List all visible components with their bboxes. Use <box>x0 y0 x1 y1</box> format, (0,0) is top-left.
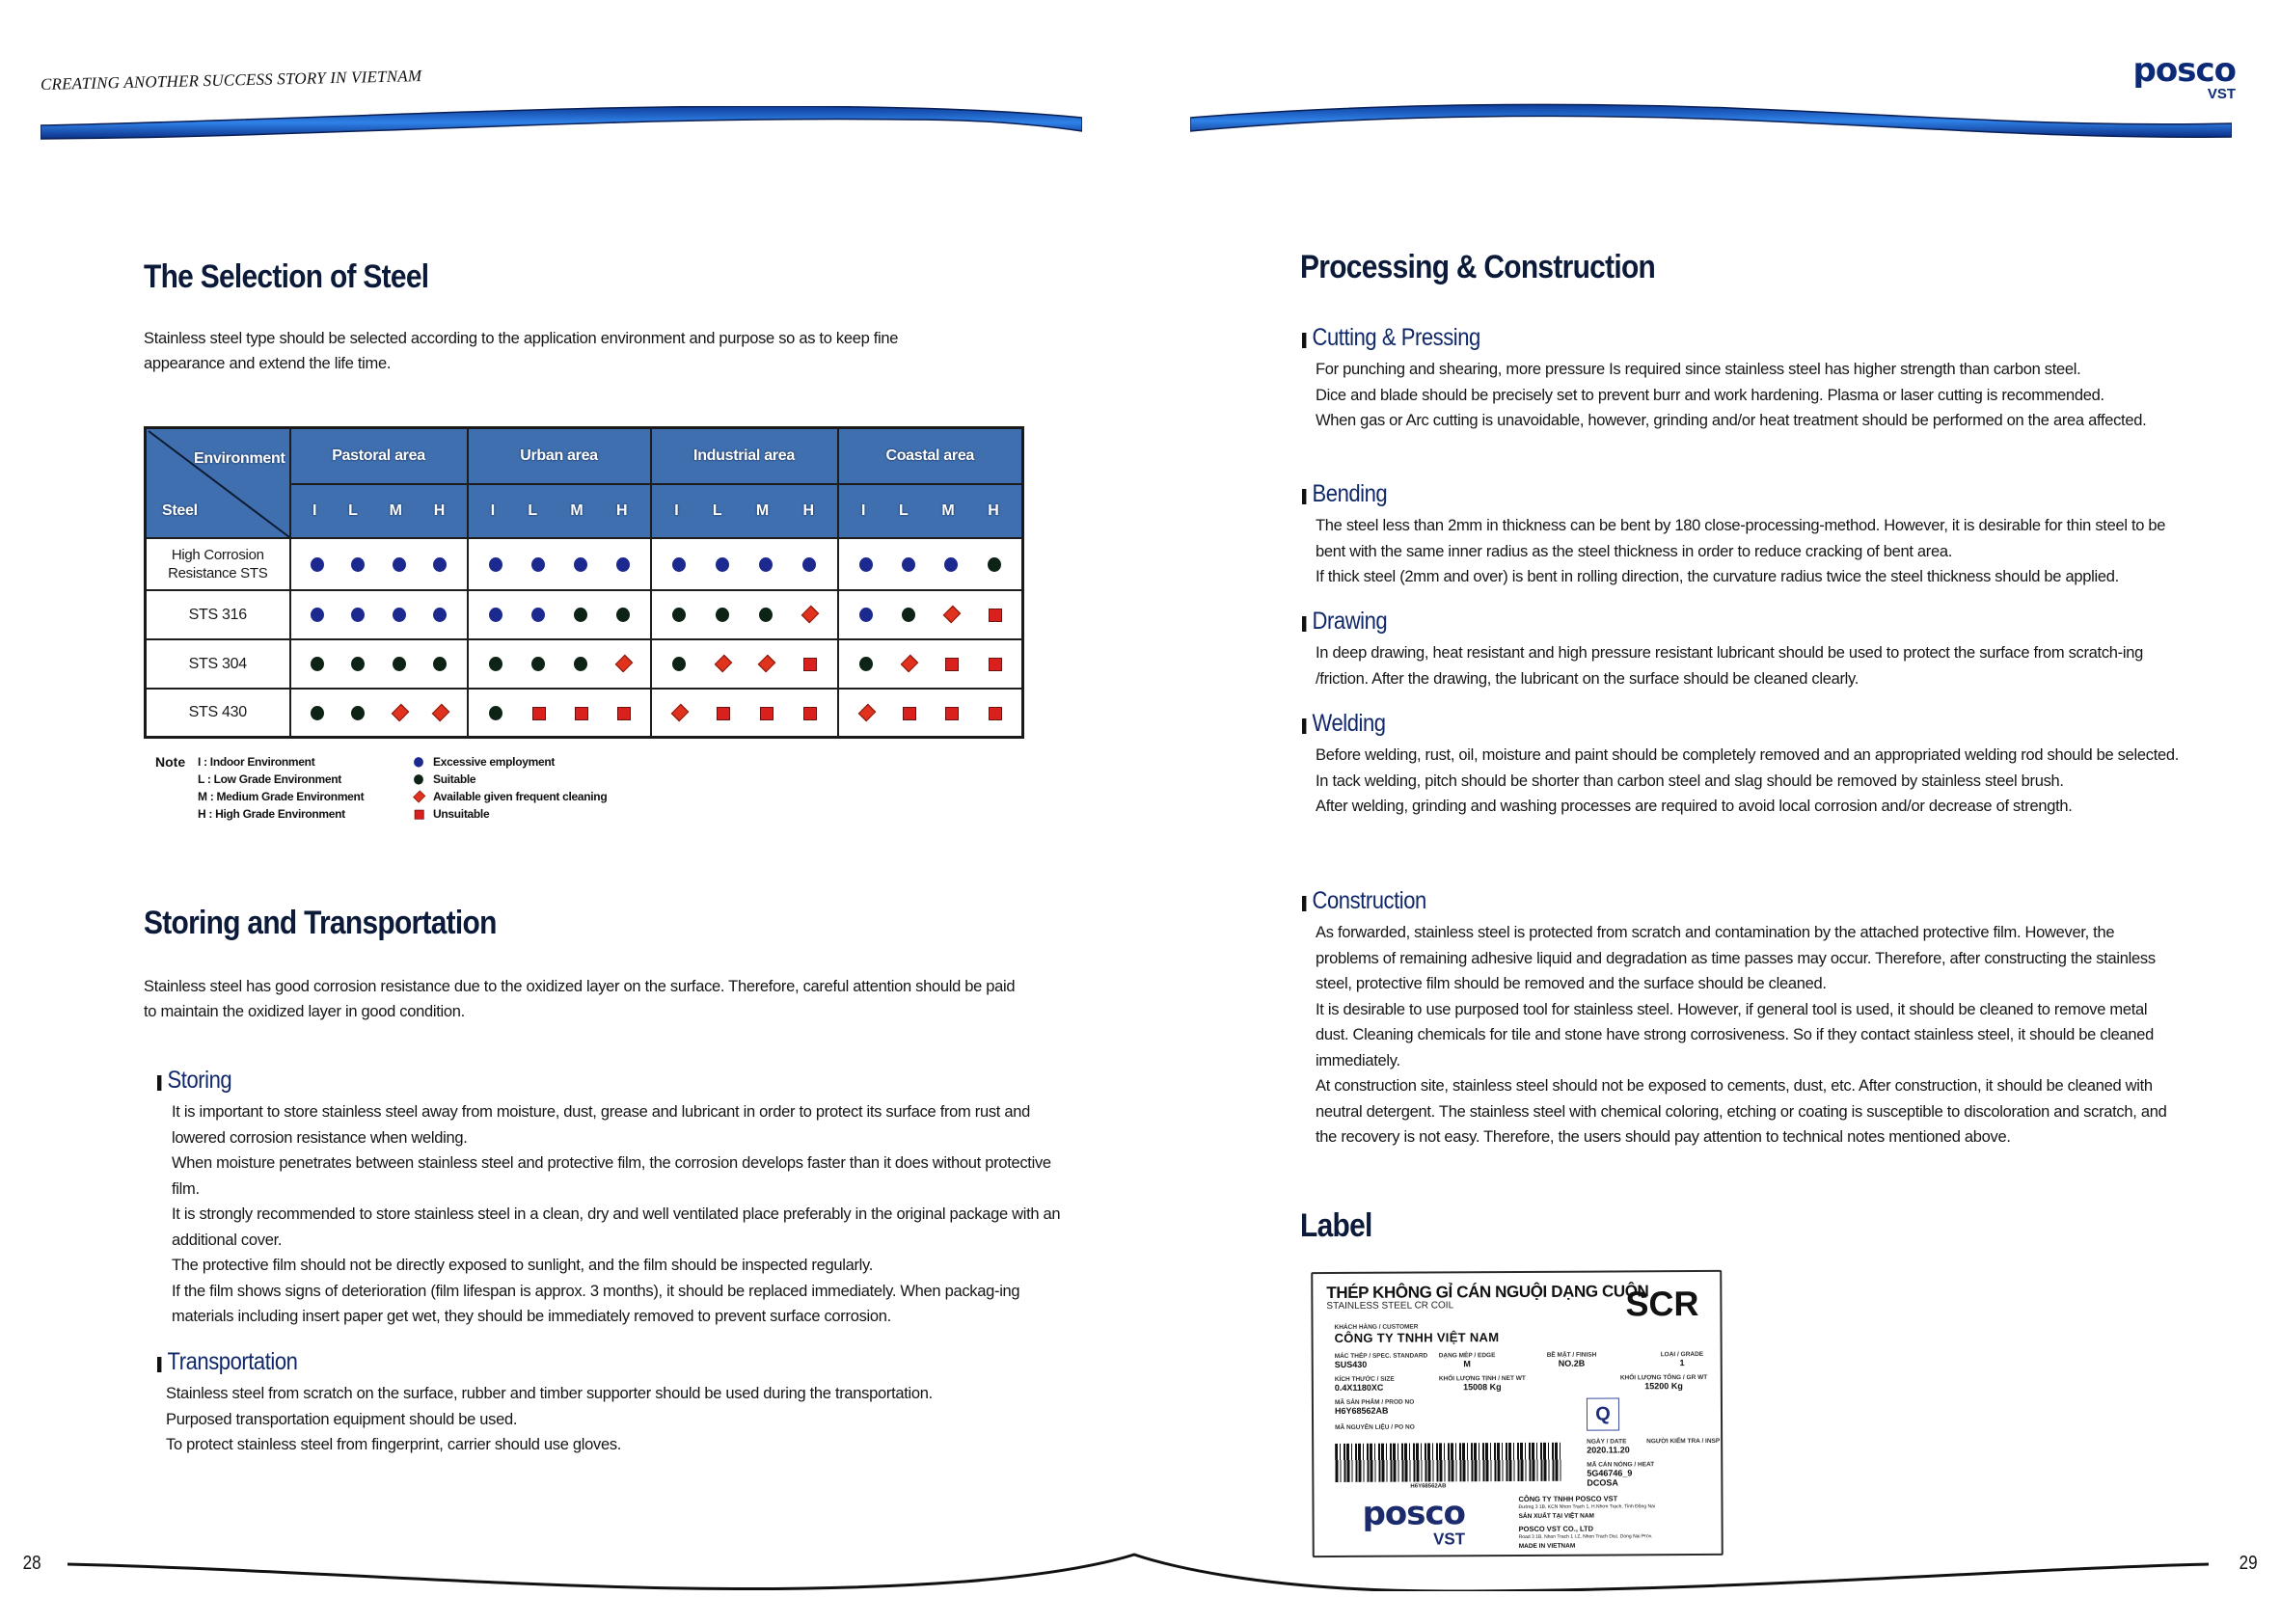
label-heat <box>1587 1461 1654 1487</box>
excessive-mark-icon <box>311 556 324 572</box>
legend-item <box>412 753 607 771</box>
note-level-item: M : Medium Grade Environment <box>198 790 365 803</box>
suitable-mark-icon <box>672 607 686 622</box>
body-paragraph: For punching and shearing, more pressure Is required since stainless steel has higher strength than carbon steel. <box>1316 361 2081 378</box>
grade-value: 1 <box>1679 1358 1685 1368</box>
steel-name-cell: STS 430 <box>146 689 290 738</box>
note-level-item: L : Low Grade Environment <box>198 772 341 786</box>
company-vi: CÔNG TY TNHH POSCO VST <box>1518 1494 1618 1503</box>
table-row <box>146 639 1023 689</box>
legend-item <box>412 771 607 788</box>
address-vi: Đường 3 1B, KCN Nhơn Trạch 1, H.Nhơn Trạch, Tỉnh Đồng Nai <box>1518 1503 1656 1510</box>
steel-header: Steel <box>162 501 198 519</box>
excessive-mark-icon <box>351 556 365 572</box>
bullet-bar-icon <box>1302 616 1306 632</box>
area-rating-cell <box>290 590 468 639</box>
label-customer <box>1335 1323 1500 1345</box>
page-number-right: 29 <box>2239 1553 2258 1574</box>
body-paragraph: If the film shows signs of deterioration (film lifespan is approx. 3 months), it should be replaced immediately. When packag-ing materials including insert paper get wet, they should be immediately removed to prevent surface corrosion. <box>172 1282 1020 1325</box>
unsuitable-mark-icon <box>759 705 773 720</box>
body-paragraph: Purposed transportation equipment should be used. <box>166 1410 518 1428</box>
note-level-item: H : High Grade Environment <box>198 807 345 821</box>
table-body <box>146 538 1023 738</box>
note-levels <box>198 753 412 823</box>
cleaning-mark-icon <box>859 705 873 720</box>
suitable-mark-icon <box>574 656 587 671</box>
heat-value: 5G46746_9 <box>1587 1468 1633 1478</box>
cleaning-mark-icon <box>433 705 447 720</box>
steel-selection-table <box>144 426 1024 739</box>
logo-sub: VST <box>2207 86 2236 102</box>
suitable-mark-icon <box>531 656 545 671</box>
running-head: CREATING ANOTHER SUCCESS STORY IN VIETNAM <box>40 67 422 94</box>
cleaning-mark-icon <box>672 705 686 720</box>
unsuitable-mark-icon <box>616 705 630 720</box>
subsection-body <box>1316 743 2179 820</box>
cleaning-mark-icon <box>902 656 915 671</box>
storing-intro: Stainless steel has good corrosion resistance due to the oxidized layer on the surface. Therefore, careful attention should be paid to maintain the oxidized layer in good condition. <box>144 978 1016 1020</box>
excessive-mark-icon <box>311 607 324 622</box>
excessive-mark-icon <box>859 607 873 622</box>
environment-header: Environment <box>194 450 285 467</box>
label-net-weight <box>1439 1375 1526 1392</box>
subhead-bending <box>1302 480 1387 508</box>
level-header-m: M <box>941 501 955 519</box>
table-row <box>146 590 1023 639</box>
made-vi: SẢN XUẤT TẠI VIỆT NAM <box>1518 1512 1594 1520</box>
area-rating-cell <box>468 639 651 689</box>
barcode-text: H6Y68562AB <box>1410 1483 1447 1490</box>
cleaning-mark-icon <box>802 607 816 622</box>
bullet-bar-icon <box>1302 896 1306 911</box>
subhead-text: Bending <box>1312 480 1388 507</box>
subsection-body <box>1316 640 2179 691</box>
heat-label: MÃ CÁN NÓNG / HEAT <box>1587 1461 1655 1469</box>
level-header-group <box>838 484 1023 538</box>
excessive-mark-icon <box>393 607 406 622</box>
bullet-bar-icon <box>1302 718 1306 734</box>
spec-label: MÁC THÉP / SPEC. STANDARD <box>1334 1352 1428 1360</box>
suitable-mark-icon <box>311 656 324 671</box>
label-po-no <box>1335 1424 1415 1431</box>
unsuitable-mark-icon <box>944 656 958 671</box>
excessive-mark-icon <box>859 556 873 572</box>
edge-label: DẠNG MÉP / EDGE <box>1438 1352 1496 1360</box>
quality-mark-icon: Q <box>1587 1397 1619 1430</box>
customer-value: CÔNG TY TNHH VIỆT NAM <box>1334 1330 1500 1345</box>
area-rating-cell <box>838 590 1023 639</box>
label-finish <box>1547 1352 1597 1368</box>
table-note <box>155 753 607 823</box>
area-rating-cell <box>651 538 838 590</box>
area-rating-cell <box>468 590 651 639</box>
area-rating-cell <box>838 689 1023 738</box>
suitable-mark-icon <box>414 773 423 784</box>
level-header-m: M <box>755 501 769 519</box>
subhead-storing <box>157 1067 231 1095</box>
label-grade <box>1661 1351 1704 1367</box>
label-logo-sub: VST <box>1433 1529 1466 1549</box>
body-paragraph: If thick steel (2mm and over) is bent in rolling direction, the curvature radius twice the steel thickness should be applied. <box>1316 568 2119 585</box>
gross-weight-label: KHỐI LƯỢNG TỔNG / GR WT <box>1619 1373 1708 1382</box>
finish-label: BỀ MẶT / FINISH <box>1546 1351 1597 1359</box>
excessive-mark-icon <box>489 607 502 622</box>
excessive-mark-icon <box>414 756 423 767</box>
level-header-group <box>468 484 651 538</box>
body-paragraph: To protect stainless steel from fingerprint, carrier should use gloves. <box>166 1436 622 1453</box>
cleaning-mark-icon <box>393 705 406 720</box>
steel-name-cell: STS 316 <box>146 590 290 639</box>
header-band <box>1190 100 2232 139</box>
table-corner-header <box>146 428 290 538</box>
body-paragraph: Dice and blade should be precisely set to prevent burr and work hardening. Plasma or laser cutting is recommended. <box>1316 386 2104 404</box>
footer-rule <box>0 1533 2280 1596</box>
header-band <box>41 106 1082 145</box>
area-rating-cell <box>290 639 468 689</box>
net-weight-value: 15008 Kg <box>1463 1382 1502 1393</box>
level-header-i: I <box>674 501 679 519</box>
suitable-mark-icon <box>433 656 447 671</box>
level-header-h: H <box>988 501 999 519</box>
excessive-mark-icon <box>802 556 816 572</box>
cleaning-mark-icon <box>716 656 729 671</box>
inspector-label: NGƯỜI KIỂM TRA / INSP <box>1646 1437 1721 1446</box>
steel-name-cell: High Corrosion Resistance STS <box>146 538 290 590</box>
area-header-coastal: Coastal area <box>838 428 1023 484</box>
subsection-body <box>1316 513 2179 590</box>
legend-text: Unsuitable <box>433 807 490 821</box>
subhead-transportation <box>157 1348 297 1376</box>
level-header-m: M <box>389 501 402 519</box>
suitable-mark-icon <box>311 705 324 720</box>
legend-text: Excessive employment <box>433 755 556 769</box>
excessive-mark-icon <box>944 556 958 572</box>
left-page <box>0 0 1138 1624</box>
level-header-group <box>290 484 468 538</box>
subhead-drawing <box>1302 608 1387 636</box>
storing-title: Storing and Transportation <box>144 905 497 941</box>
unsuitable-mark-icon <box>988 656 1001 671</box>
posco-vst-logo <box>2132 51 2236 102</box>
net-weight-label: KHỐI LƯỢNG TỊNH / NET WT <box>1438 1374 1526 1383</box>
bullet-bar-icon <box>1302 489 1306 504</box>
suitable-mark-icon <box>393 656 406 671</box>
suitable-mark-icon <box>574 607 587 622</box>
legend-text: Suitable <box>433 772 476 786</box>
page-number-left: 28 <box>22 1553 41 1574</box>
suitable-mark-icon <box>759 607 773 622</box>
product-label-card <box>1311 1270 1724 1557</box>
area-header-urban: Urban area <box>468 428 651 484</box>
size-value: 0.4X1180XC <box>1334 1382 1384 1393</box>
body-paragraph: It is important to store stainless steel away from moisture, dust, grease and lubricant in order to protect its surface from rust and lowered corrosion resistance when welding. <box>172 1103 1031 1147</box>
excessive-mark-icon <box>759 556 773 572</box>
prod-no-value: H6Y68562AB <box>1334 1405 1389 1416</box>
gross-weight-value: 15200 Kg <box>1644 1381 1683 1392</box>
excessive-mark-icon <box>531 556 545 572</box>
subhead-text: Drawing <box>1312 608 1388 635</box>
suitable-mark-icon <box>489 705 502 720</box>
size-label: KÍCH THƯỚC / SIZE <box>1334 1375 1395 1383</box>
finish-value: NO.2B <box>1558 1358 1586 1368</box>
area-rating-cell <box>468 538 651 590</box>
selection-title: The Selection of Steel <box>144 258 429 295</box>
body-paragraph: Stainless steel from scratch on the surface, rubber and timber supporter should be used during the transportation. <box>166 1385 933 1402</box>
body-paragraph: The steel less than 2mm in thickness can be bent by 180 close-processing-method. However, it is desirable for thin steel to be bent with the same inner radius as the steel thickness in order to reduce cracking of bent area. <box>1316 517 2166 560</box>
cleaning-mark-icon <box>414 791 423 801</box>
unsuitable-mark-icon <box>988 705 1001 720</box>
excessive-mark-icon <box>489 556 502 572</box>
area-rating-cell <box>838 538 1023 590</box>
address-en: Road 3 1B, Nhon Trach 1 I.Z, Nhon Trach Dist. Dong Nai Prov. <box>1518 1533 1653 1540</box>
bullet-bar-icon <box>157 1357 161 1372</box>
body-paragraph: In tack welding, pitch should be shorter than carbon steel and slag should be removed by stainless steel brush. <box>1316 771 2064 790</box>
table-row <box>146 689 1023 738</box>
area-rating-cell <box>290 689 468 738</box>
excessive-mark-icon <box>716 556 729 572</box>
body-paragraph: It is strongly recommended to store stainless steel in a clean, dry and well ventilated place preferably in the original package with an additional cover. <box>172 1205 1061 1249</box>
area-rating-cell <box>651 639 838 689</box>
level-header-l: L <box>712 501 722 519</box>
unsuitable-mark-icon <box>944 705 958 720</box>
excessive-mark-icon <box>902 556 915 572</box>
subhead-text: Construction <box>1312 887 1426 914</box>
label-title: Label <box>1300 1207 1372 1244</box>
level-header-h: H <box>433 501 445 519</box>
selection-intro: Stainless steel type should be selected according to the application environment and purpose so as to keep fine appearance and extend the life time. <box>144 330 899 372</box>
level-header-h: H <box>802 501 814 519</box>
suitable-mark-icon <box>672 656 686 671</box>
spec-value: SUS430 <box>1334 1359 1368 1369</box>
level-header-i: I <box>312 501 317 519</box>
area-rating-cell <box>838 639 1023 689</box>
level-header-i: I <box>860 501 866 519</box>
unsuitable-mark-icon <box>902 705 915 720</box>
steel-name-cell: STS 304 <box>146 639 290 689</box>
level-header-l: L <box>898 501 909 519</box>
label-inspector <box>1646 1438 1720 1445</box>
unsuitable-mark-icon <box>802 656 816 671</box>
bullet-bar-icon <box>1302 333 1306 348</box>
transportation-body <box>166 1381 1063 1458</box>
logo-main: posco <box>2132 51 2236 90</box>
company-en: POSCO VST CO., LTD <box>1518 1524 1594 1533</box>
subsection-body <box>1316 357 2179 434</box>
suitable-mark-icon <box>616 607 630 622</box>
body-paragraph: In deep drawing, heat resistant and high pressure resistant lubricant should be used to protect the surface from scratch-ing /friction. After the drawing, the lubricant on the surface should be cleaned clearly. <box>1316 644 2143 688</box>
subhead-welding <box>1302 710 1386 738</box>
level-header-group <box>651 484 838 538</box>
excessive-mark-icon <box>433 607 447 622</box>
barcode <box>1335 1443 1562 1482</box>
body-paragraph: At construction site, stainless steel should not be exposed to cements, dust, etc. After construction, it should be cleaned with neutral detergent. The stainless steel with chemical coloring, etching or coating is susceptible to discoloration and scratch, and the recovery is not easy. Therefore, the users should pay attention to technical notes mentioned above. <box>1316 1077 2167 1146</box>
level-header-l: L <box>348 501 358 519</box>
area-header-industrial: Industrial area <box>651 428 838 484</box>
subhead-text: Welding <box>1312 710 1386 737</box>
subsection-body <box>1316 920 2179 1150</box>
unsuitable-mark-icon <box>531 705 545 720</box>
label-product-vi: THÉP KHÔNG GỈ CÁN NGUỘI DẠNG CUỘN <box>1326 1282 1649 1303</box>
unsuitable-mark-icon <box>414 808 423 819</box>
excessive-mark-icon <box>616 556 630 572</box>
subhead-text: Cutting & Pressing <box>1312 324 1480 351</box>
label-prod-no <box>1335 1399 1414 1416</box>
excessive-mark-icon <box>433 556 447 572</box>
grade-label: LOẠI / GRADE <box>1660 1350 1704 1359</box>
heat-extra-value: DCOSA <box>1587 1477 1618 1488</box>
area-header-pastoral: Pastoral area <box>290 428 468 484</box>
excessive-mark-icon <box>393 556 406 572</box>
excessive-mark-icon <box>351 607 365 622</box>
legend-item <box>412 805 607 823</box>
body-paragraph: After welding, grinding and washing processes are required to avoid local corrosion and/or decrease of strength. <box>1316 798 2073 815</box>
date-label: NGÀY / DATE <box>1587 1438 1627 1446</box>
cleaning-mark-icon <box>759 656 773 671</box>
date-value: 2020.11.20 <box>1587 1445 1630 1455</box>
label-edge <box>1439 1352 1496 1368</box>
suitable-mark-icon <box>351 656 365 671</box>
body-paragraph: When moisture penetrates between stainless steel and protective film, the corrosion develops faster than it does without protective film. <box>172 1154 1051 1198</box>
bullet-bar-icon <box>157 1075 161 1091</box>
note-legend <box>412 753 607 823</box>
suitable-mark-icon <box>716 607 729 622</box>
body-paragraph: When gas or Arc cutting is unavoidable, however, grinding and/or heat treatment should be performed on the area affected. <box>1316 412 2147 429</box>
body-paragraph: Before welding, rust, oil, moisture and paint should be completely removed and an appropriated welding rod should be selected. <box>1316 746 2180 764</box>
unsuitable-mark-icon <box>716 705 729 720</box>
subhead-cutting-pressing <box>1302 324 1480 352</box>
unsuitable-mark-icon <box>988 607 1001 622</box>
label-code: SCR <box>1625 1284 1699 1324</box>
customer-label: KHÁCH HÀNG / CUSTOMER <box>1334 1323 1419 1331</box>
suitable-mark-icon <box>988 556 1001 572</box>
po-no-label: MÃ NGUYÊN LIỆU / PO NO <box>1335 1423 1415 1431</box>
label-gross-weight <box>1620 1374 1707 1391</box>
label-spec <box>1335 1352 1428 1369</box>
label-logo-main: posco <box>1362 1494 1466 1533</box>
unsuitable-mark-icon <box>574 705 587 720</box>
subhead-storing-text: Storing <box>167 1067 232 1094</box>
level-header-h: H <box>615 501 628 519</box>
excessive-mark-icon <box>574 556 587 572</box>
body-paragraph: The protective film should not be directly exposed to sunlight, and the film should be inspected regularly. <box>172 1257 874 1274</box>
level-header-m: M <box>570 501 584 519</box>
note-level-item: I : Indoor Environment <box>198 755 315 769</box>
body-paragraph: It is desirable to use purposed tool for stainless steel. However, if general tool is used, it should be cleaned to remove metal dust. Cleaning chemicals for tile and stone have strong corrosiveness. So if they contact stainless steel, it should be cleaned immediately. <box>1316 1000 2154 1069</box>
made-en: MADE IN VIETNAM <box>1518 1542 1576 1550</box>
level-header-l: L <box>528 501 537 519</box>
unsuitable-mark-icon <box>802 705 816 720</box>
area-rating-cell <box>651 689 838 738</box>
excessive-mark-icon <box>672 556 686 572</box>
edge-value: M <box>1463 1359 1471 1369</box>
subhead-transportation-text: Transportation <box>167 1348 298 1375</box>
storing-body <box>172 1099 1069 1330</box>
legend-text: Available given frequent cleaning <box>433 790 608 803</box>
body-paragraph: As forwarded, stainless steel is protected from scratch and contamination by the attached protective film. However, the problems of remaining adhesive liquid and degradation as time passes may occur. Therefore, after constructing the stainless steel, protective film should be removed and the surface should be cleaned. <box>1316 924 2156 992</box>
subhead-construction <box>1302 887 1426 915</box>
label-date <box>1587 1438 1630 1454</box>
processing-title: Processing & Construction <box>1300 249 1656 285</box>
note-label: Note <box>155 754 186 770</box>
suitable-mark-icon <box>859 656 873 671</box>
label-product-en: STAINLESS STEEL CR COIL <box>1326 1300 1454 1313</box>
prod-no-label: MÃ SẢN PHẨM / PROD NO <box>1334 1398 1415 1406</box>
area-rating-cell <box>651 590 838 639</box>
level-header-i: I <box>490 501 495 519</box>
legend-item <box>412 788 607 805</box>
suitable-mark-icon <box>902 607 915 622</box>
table-row <box>146 538 1023 590</box>
suitable-mark-icon <box>489 656 502 671</box>
cleaning-mark-icon <box>616 656 630 671</box>
area-rating-cell <box>468 689 651 738</box>
excessive-mark-icon <box>531 607 545 622</box>
area-rating-cell <box>290 538 468 590</box>
label-size <box>1335 1376 1395 1393</box>
suitable-mark-icon <box>351 705 365 720</box>
cleaning-mark-icon <box>944 607 958 622</box>
